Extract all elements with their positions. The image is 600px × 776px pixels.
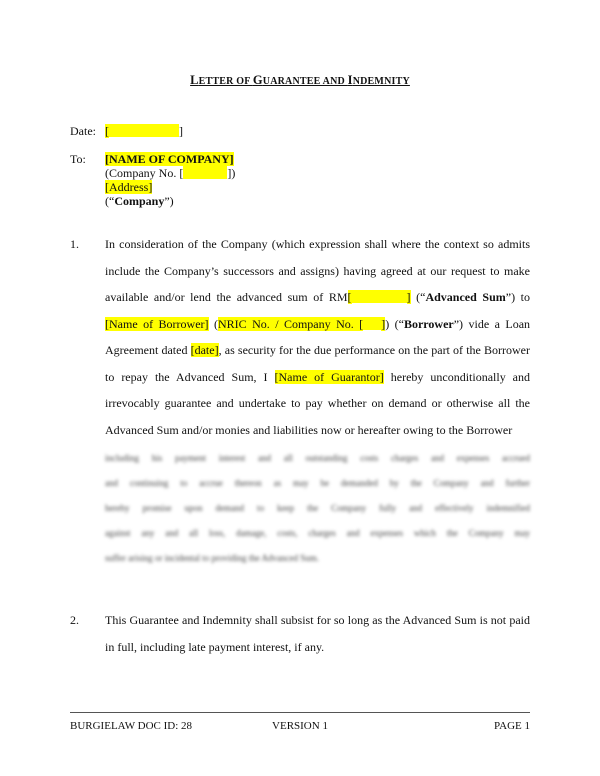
blurred-line: suffer arising or incidental to providing the Advanced Sum.	[105, 553, 320, 563]
clause-1-line: available and/or lend the advanced sum of RM[ ] (“Advanced Sum”) to	[105, 290, 531, 304]
date-field: [ ]	[105, 124, 183, 138]
company-no-blank	[183, 166, 227, 179]
clause-2	[105, 613, 530, 666]
clause-1-line: Agreement dated [date], as security for the due performance on the part of the Borrower	[105, 343, 531, 357]
clause-1-line: Advanced Sum and/or monies and liabilities now or hereafter owing to the Borrower	[105, 422, 513, 437]
clause-1-number: 1.	[70, 237, 79, 251]
to-label: To:	[70, 152, 86, 166]
nric-field: NRIC No. / Company No. [ ]	[217, 316, 386, 331]
company-definition: (“Company”)	[105, 194, 174, 208]
blurred-text	[105, 452, 530, 577]
clause-2-line: in full, including late payment interest, if any.	[105, 639, 325, 654]
footer-doc-id: BURGIELAW DOC ID: 28	[70, 720, 193, 732]
title-fragment: G	[252, 73, 263, 87]
title-fragment: I	[347, 73, 353, 87]
agreement-date-field: [date]	[190, 343, 219, 357]
blurred-line: including his payment interest and all outstanding costs charges and expenses accrued	[105, 453, 530, 463]
clause-1-line: [Name of Borrower] (NRIC No. / Company No. [ ]) (“Borrower”) vide a Loan	[105, 316, 531, 331]
blurred-line: hereby promise upon demand to keep the Company fully and effectively indemnified	[105, 503, 530, 513]
clause-1-line: to repay the Advanced Sum, I [Name of Guarantor] hereby unconditionally and	[105, 369, 531, 384]
clause-2-number: 2.	[70, 613, 79, 627]
blurred-line: and continuing to accrue thereon as may be demanded by the Company and further	[105, 478, 530, 488]
address: [Address]	[105, 180, 153, 194]
clause-1	[105, 237, 530, 449]
borrower-name-field: [Name of Borrower]	[105, 316, 209, 331]
title-fragment: NDEMNITY	[352, 76, 410, 87]
guarantor-name-field: [Name of Guarantor]	[274, 369, 384, 384]
date-blank	[109, 124, 179, 137]
footer-version: VERSION 1	[272, 720, 328, 732]
title-fragment: L	[190, 73, 199, 87]
clause-1-line: In consideration of the Company (which expression shall where the context so admits	[105, 237, 530, 251]
blurred-line: against any and all loss, damage, costs, charges and expenses which the Company may	[105, 528, 530, 538]
company-no: (Company No. [ ])	[105, 166, 236, 180]
clause-1-line: irrevocably guarantee and undertake to pay whether on demand or otherwise all the	[105, 396, 530, 410]
clause-1-line: include the Company’s successors and assigns) having agreed at our request to make	[105, 263, 530, 278]
footer-page: PAGE 1	[494, 720, 530, 732]
document-title	[0, 73, 600, 88]
date-label: Date:	[70, 124, 96, 138]
title-fragment: UARANTEE AND	[262, 76, 348, 87]
amount-field: [ ]	[347, 290, 411, 304]
clause-2-line: This Guarantee and Indemnity shall subsist for so long as the Advanced Sum is not paid	[105, 613, 530, 627]
title-fragment: ETTER OF	[198, 76, 253, 87]
company-name: [NAME OF COMPANY]	[105, 152, 234, 166]
footer-rule	[70, 712, 530, 713]
